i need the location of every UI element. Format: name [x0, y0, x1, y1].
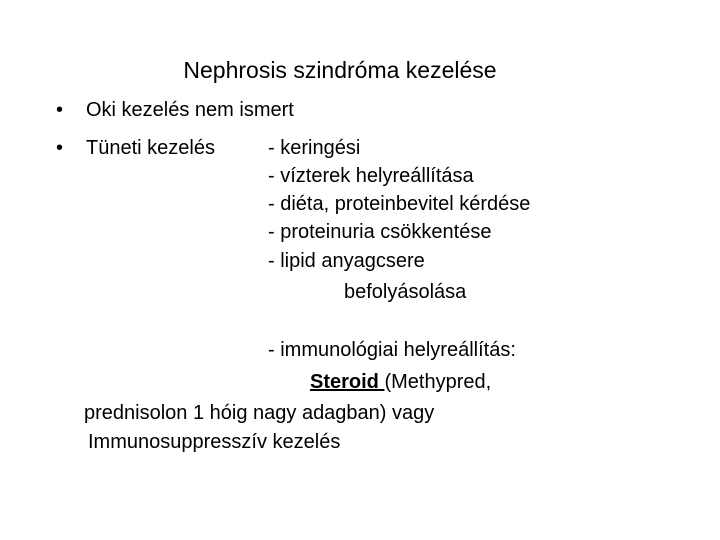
bullet-dot: • — [56, 137, 64, 159]
sub-item-immunologiai: - immunológiai helyreállítás: — [268, 339, 516, 361]
sub-item-befolyasolasa: befolyásolása — [344, 281, 467, 303]
slide-title: Nephrosis szindróma kezelése — [183, 57, 497, 83]
sub-item-keringesi: - keringési — [268, 137, 361, 159]
steroid-rest: (Methypred, — [384, 371, 492, 393]
continuation-immunosuppressziv: Immunosuppresszív kezelés — [88, 431, 341, 453]
sub-item-lipid: - lipid anyagcsere — [268, 250, 425, 272]
sub-item-vizterek: - vízterek helyreállítása — [268, 165, 474, 187]
bullet-oki-kezeles: Oki kezelés nem ismert — [86, 99, 294, 121]
bullet-dot: • — [56, 99, 64, 121]
bullet-tuneti-kezeles: Tüneti kezelés — [86, 137, 215, 159]
steroid-line — [310, 369, 491, 395]
steroid-label: Steroid — [310, 371, 379, 393]
sub-item-proteinuria: - proteinuria csökkentése — [268, 221, 492, 243]
continuation-prednisolon: prednisolon 1 hóig nagy adagban) vagy — [84, 402, 435, 424]
sub-item-dieta: - diéta, proteinbevitel kérdése — [268, 193, 531, 215]
